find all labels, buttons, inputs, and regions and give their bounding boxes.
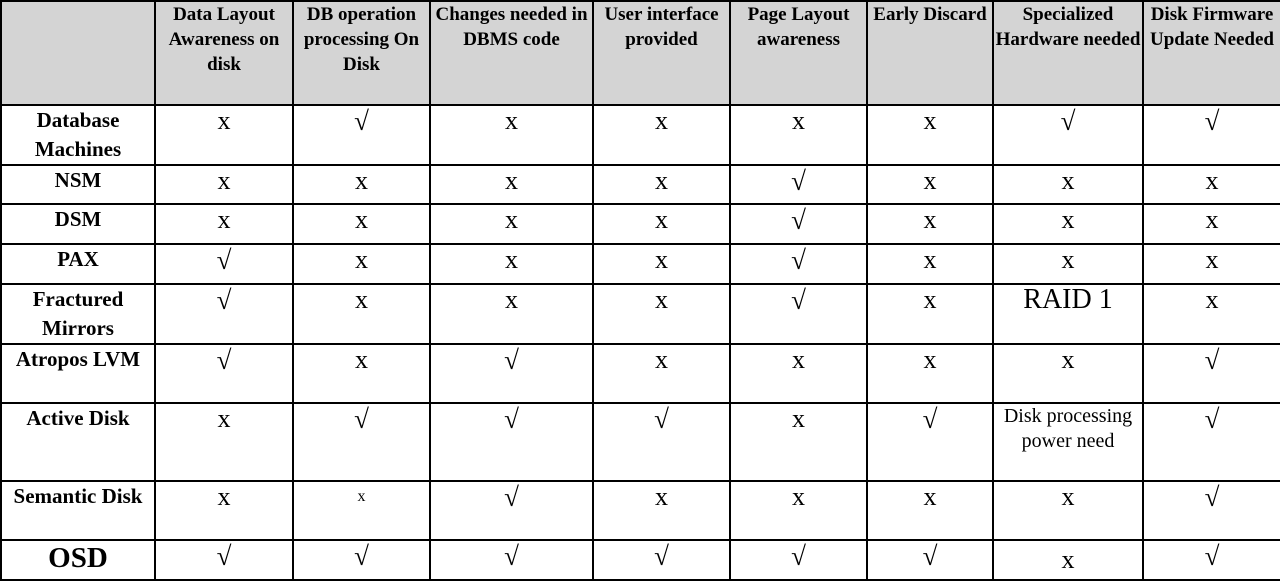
table-cell: x <box>993 481 1143 540</box>
table-cell: x <box>293 244 430 284</box>
column-header: User interface provided <box>593 1 730 105</box>
table-cell: √ <box>593 540 730 580</box>
table-cell: x <box>730 105 867 165</box>
row-label: Database Machines <box>1 105 155 165</box>
table-cell: √ <box>293 540 430 580</box>
column-header: Early Discard <box>867 1 993 105</box>
table-cell: x <box>293 204 430 244</box>
table-cell: √ <box>430 403 593 481</box>
table-cell: x <box>430 244 593 284</box>
row-label: DSM <box>1 204 155 244</box>
table-row <box>1 204 1280 244</box>
table-cell: x <box>1143 204 1280 244</box>
table-cell: √ <box>430 481 593 540</box>
row-label: Active Disk <box>1 403 155 481</box>
table-cell: √ <box>293 105 430 165</box>
table-cell: √ <box>867 403 993 481</box>
table-cell: RAID 1 <box>993 284 1143 344</box>
table-cell: x <box>155 403 293 481</box>
table-cell: √ <box>155 344 293 403</box>
table-cell: √ <box>730 244 867 284</box>
table-row <box>1 481 1280 540</box>
header-row <box>1 1 1280 105</box>
table-cell: √ <box>730 204 867 244</box>
column-header: Page Layout awareness <box>730 1 867 105</box>
table-cell: √ <box>1143 105 1280 165</box>
table-cell: x <box>593 344 730 403</box>
table-row <box>1 244 1280 284</box>
table-cell: x <box>993 540 1143 580</box>
table-cell: x <box>155 481 293 540</box>
table-cell: x <box>293 481 430 540</box>
table-cell: √ <box>293 403 430 481</box>
table-cell: x <box>430 165 593 204</box>
table-cell: √ <box>593 403 730 481</box>
table-row <box>1 284 1280 344</box>
table-cell: x <box>993 204 1143 244</box>
table-cell: √ <box>730 284 867 344</box>
table-cell: x <box>993 344 1143 403</box>
table-row <box>1 403 1280 481</box>
table-cell: x <box>867 344 993 403</box>
row-label: OSD <box>1 540 155 580</box>
table-cell: x <box>593 165 730 204</box>
table-cell: x <box>1143 284 1280 344</box>
column-header: Changes needed in DBMS code <box>430 1 593 105</box>
column-header: Disk Firmware Update Needed <box>1143 1 1280 105</box>
table-cell: x <box>593 105 730 165</box>
table-cell: √ <box>430 540 593 580</box>
table-row <box>1 344 1280 403</box>
row-label: NSM <box>1 165 155 204</box>
table-cell: √ <box>155 284 293 344</box>
table-cell: x <box>730 403 867 481</box>
corner-cell <box>1 1 155 105</box>
table-cell: x <box>993 165 1143 204</box>
row-label: Fractured Mirrors <box>1 284 155 344</box>
table-cell: x <box>993 244 1143 284</box>
table-cell: x <box>593 481 730 540</box>
table-cell: x <box>867 105 993 165</box>
table-cell: √ <box>155 244 293 284</box>
table-cell: x <box>155 165 293 204</box>
table-cell: √ <box>1143 481 1280 540</box>
table-cell: √ <box>730 540 867 580</box>
table-cell: x <box>293 344 430 403</box>
table-cell: √ <box>430 344 593 403</box>
table-cell: x <box>430 105 593 165</box>
table-cell: x <box>867 204 993 244</box>
table-cell: x <box>730 344 867 403</box>
column-header: DB operation processing On Disk <box>293 1 430 105</box>
column-header: Data Layout Awareness on disk <box>155 1 293 105</box>
table-cell: x <box>593 284 730 344</box>
column-header: Specialized Hardware needed <box>993 1 1143 105</box>
table-cell: x <box>593 204 730 244</box>
row-label: Atropos LVM <box>1 344 155 403</box>
table-cell: x <box>867 284 993 344</box>
table-cell: x <box>867 481 993 540</box>
table-cell: x <box>293 284 430 344</box>
table-cell: x <box>1143 244 1280 284</box>
table-cell: x <box>730 481 867 540</box>
table-cell: √ <box>155 540 293 580</box>
table-cell: √ <box>1143 403 1280 481</box>
table-cell: x <box>867 165 993 204</box>
table-cell: √ <box>993 105 1143 165</box>
table-cell: √ <box>730 165 867 204</box>
table-cell: x <box>593 244 730 284</box>
table-row <box>1 105 1280 165</box>
table-cell: x <box>293 165 430 204</box>
table-cell: √ <box>1143 344 1280 403</box>
table-row <box>1 540 1280 580</box>
table-cell: x <box>430 204 593 244</box>
table-cell: x <box>1143 165 1280 204</box>
row-label: PAX <box>1 244 155 284</box>
table-cell: x <box>867 244 993 284</box>
table-cell: Disk processing power need <box>993 403 1143 481</box>
table-cell: √ <box>867 540 993 580</box>
row-label: Semantic Disk <box>1 481 155 540</box>
table-cell: √ <box>1143 540 1280 580</box>
table-cell: x <box>430 284 593 344</box>
table-cell: x <box>155 105 293 165</box>
table-cell: x <box>155 204 293 244</box>
table-row <box>1 165 1280 204</box>
